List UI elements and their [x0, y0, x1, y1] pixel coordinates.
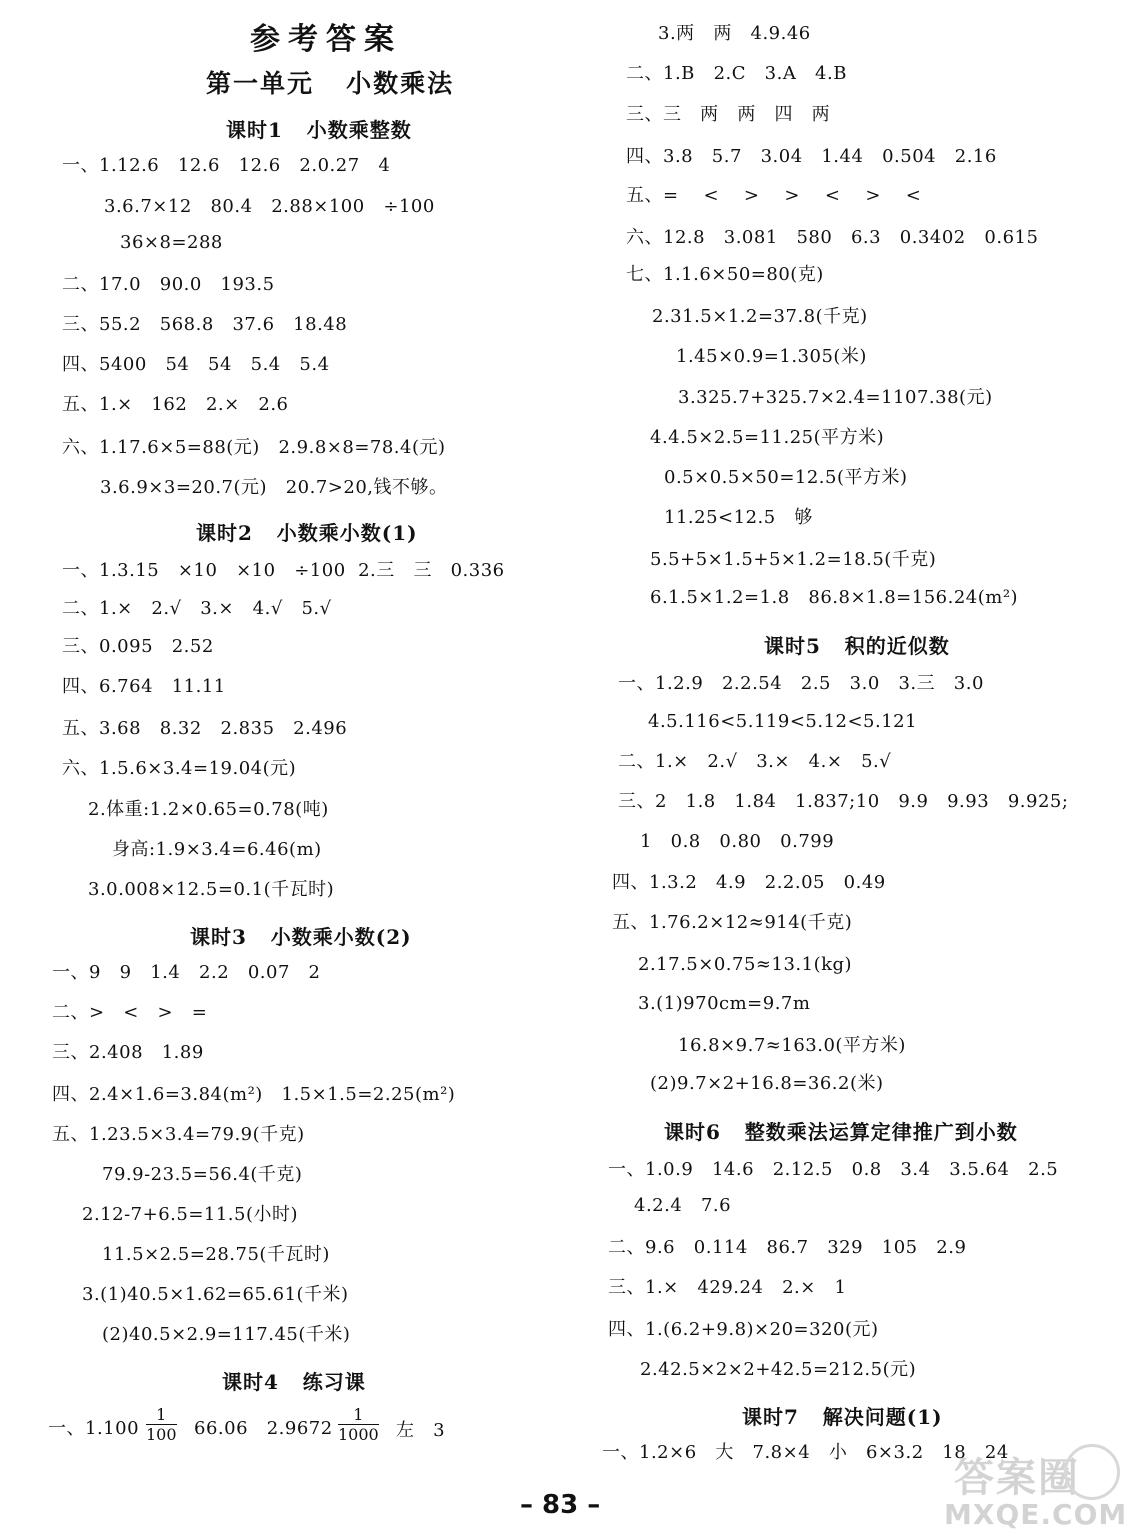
answer-line: 四、2.4×1.6=3.84(m²) 1.5×1.5=2.25(m²) [52, 1084, 456, 1105]
answer-line: 五、= < > > < > < [626, 185, 922, 206]
answer-line: 五、1.76.2×12≈914(千克) [612, 912, 853, 933]
fraction-numerator: 1 [353, 1405, 364, 1424]
answer-line: 六、1.17.6×5=88(元) 2.9.8×8=78.4(元) [62, 437, 446, 458]
page-title: 参考答案 [250, 22, 402, 57]
lesson-3-heading: 课时3 小数乘小数(2) [190, 925, 412, 949]
answer-line: (2)40.5×2.9=117.45(千米) [102, 1324, 351, 1345]
answer-line: 79.9-23.5=56.4(千克) [102, 1164, 303, 1185]
answer-line: 一、1.2.9 2.2.54 2.5 3.0 3.三 3.0 [618, 673, 984, 694]
left-column [0, 0, 560, 1490]
lesson-6-heading: 课时6 整数乘法运算定律推广到小数 [664, 1120, 1018, 1144]
fraction-denominator: 100 [146, 1425, 177, 1444]
answer-line-part: 左 3 [396, 1420, 446, 1441]
answer-line: 五、1.23.5×3.4=79.9(千克) [52, 1124, 305, 1145]
answer-line: 16.8×9.7≈163.0(平方米) [678, 1035, 906, 1056]
answer-line: 一、9 9 1.4 2.2 0.07 2 [52, 962, 321, 983]
answer-line: 三、1.× 429.24 2.× 1 [608, 1277, 847, 1298]
fraction-one-hundredth [146, 1406, 177, 1443]
answer-line: 4.2.4 7.6 [634, 1195, 732, 1216]
answer-line: 六、1.5.6×3.4=19.04(元) [62, 758, 297, 779]
answer-line: 3.(1)40.5×1.62=65.61(千米) [82, 1284, 349, 1305]
answer-line: 四、1.(6.2+9.8)×20=320(元) [608, 1319, 879, 1340]
fraction-one-thousandth [338, 1406, 379, 1443]
answer-line: 3.(1)970cm=9.7m [638, 993, 811, 1014]
answer-line: 4.5.116<5.119<5.12<5.121 [648, 711, 918, 732]
answer-line: 一、1.0.9 14.6 2.12.5 0.8 3.4 3.5.64 2.5 [608, 1159, 1059, 1180]
answer-line: 4.4.5×2.5=11.25(平方米) [650, 427, 885, 448]
answer-line: 6.1.5×1.2=1.8 86.8×1.8=156.24(m²) [650, 587, 1019, 608]
answer-line: 四、5400 54 54 5.4 5.4 [62, 354, 330, 375]
watermark-logo [938, 1440, 1128, 1532]
answer-line: 三、2 1.8 1.84 1.837;10 9.9 9.93 9.925; [618, 791, 1069, 812]
answer-line: 2.31.5×1.2=37.8(千克) [652, 306, 868, 327]
answer-line: 一、1.2×6 大 7.8×4 小 6×3.2 18 24 [602, 1442, 1009, 1463]
lesson-7-heading: 课时7 解决问题(1) [742, 1405, 943, 1429]
answer-line: 三、55.2 568.8 37.6 18.48 [62, 314, 348, 335]
answer-line: (2)9.7×2+16.8=36.2(米) [650, 1073, 884, 1094]
answer-line: 3.6.7×12 80.4 2.88×100 ÷100 [104, 196, 435, 217]
answer-line: 1 0.8 0.80 0.799 [640, 831, 835, 852]
answer-line: 一、1.12.6 12.6 12.6 2.0.27 4 [62, 155, 391, 176]
answer-line: 三、2.408 1.89 [52, 1042, 204, 1063]
answer-line: 身高:1.9×3.4=6.46(m) [112, 839, 322, 860]
unit-title: 第一单元 小数乘法 [206, 69, 455, 98]
answer-line: 11.5×2.5=28.75(千瓦时) [102, 1244, 330, 1265]
answer-line: 11.25<12.5 够 [664, 507, 813, 528]
answer-line: 2.体重:1.2×0.65=0.78(吨) [88, 799, 329, 820]
answer-line: 二、> < > = [52, 1002, 208, 1023]
answer-line: 三、0.095 2.52 [62, 636, 214, 657]
answer-line: 二、9.6 0.114 86.7 329 105 2.9 [608, 1237, 967, 1258]
answer-line: 5.5+5×1.5+5×1.2=18.5(千克) [650, 549, 937, 570]
answer-line: 三、三 两 两 四 两 [626, 104, 831, 125]
answer-line: 3.325.7+325.7×2.4=1107.38(元) [678, 387, 993, 408]
answer-line: 二、1.× 2.√ 3.× 4.× 5.√ [618, 751, 892, 772]
watermark-brand: 答案圈 [954, 1454, 1080, 1501]
answer-line: 四、1.3.2 4.9 2.2.05 0.49 [612, 872, 886, 893]
answer-line: 二、1.B 2.C 3.A 4.B [626, 63, 847, 84]
page-number: – 83 – [520, 1490, 601, 1520]
right-column [566, 0, 1126, 1490]
lesson-2-heading: 课时2 小数乘小数(1) [196, 521, 418, 545]
watermark-circle-icon [1064, 1444, 1120, 1500]
answer-line: 七、1.1.6×50=80(克) [626, 264, 824, 285]
answer-line: 六、12.8 3.081 580 6.3 0.3402 0.615 [626, 227, 1039, 248]
answer-line: 一、1.3.15 ×10 ×10 ÷100 2.三 三 0.336 [62, 560, 505, 581]
answer-line: 四、3.8 5.7 3.04 1.44 0.504 2.16 [626, 146, 997, 167]
answer-line: 2.12-7+6.5=11.5(小时) [82, 1204, 299, 1225]
answer-line: 3.两 两 4.9.46 [658, 23, 811, 44]
fraction-numerator: 1 [156, 1405, 167, 1424]
answer-line: 3.6.9×3=20.7(元) 20.7>20,钱不够。 [100, 477, 448, 498]
answer-line: 五、1.× 162 2.× 2.6 [62, 394, 289, 415]
answer-line: 0.5×0.5×50=12.5(平方米) [664, 467, 908, 488]
answer-line-part: 66.06 2.9672 [194, 1418, 333, 1439]
answer-line: 2.17.5×0.75≈13.1(kg) [638, 954, 853, 975]
fraction-denominator: 1000 [338, 1425, 379, 1444]
lesson-1-heading: 课时1 小数乘整数 [226, 118, 412, 142]
lesson-4-heading: 课时4 练习课 [222, 1370, 366, 1394]
answer-line: 36×8=288 [120, 232, 223, 253]
answer-line-part: 一、1.100 [48, 1418, 140, 1439]
answer-line: 2.42.5×2×2+42.5=212.5(元) [640, 1359, 917, 1380]
answer-line: 五、3.68 8.32 2.835 2.496 [62, 718, 348, 739]
lesson-5-heading: 课时5 积的近似数 [764, 634, 950, 658]
answer-line: 二、17.0 90.0 193.5 [62, 274, 275, 295]
answer-line: 1.45×0.9=1.305(米) [676, 346, 867, 367]
answer-line: 3.0.008×12.5=0.1(千瓦时) [88, 879, 335, 900]
watermark-url: MXQE.COM [944, 1498, 1128, 1531]
answer-line: 四、6.764 11.11 [62, 676, 226, 697]
answer-line: 二、1.× 2.√ 3.× 4.√ 5.√ [62, 598, 332, 619]
